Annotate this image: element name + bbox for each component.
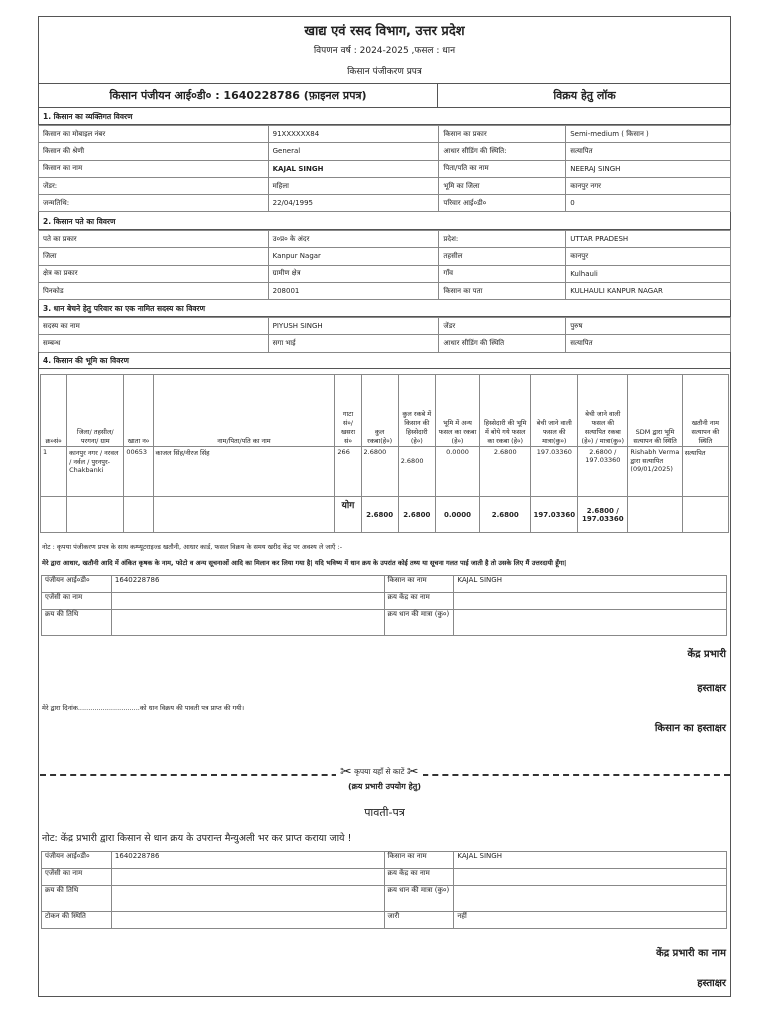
cell: KULHAULI KANPUR NAGAR bbox=[566, 282, 731, 299]
cell: 2.6800 bbox=[361, 497, 398, 533]
table-total-row bbox=[41, 497, 729, 533]
column-header: क्र०सं० bbox=[41, 375, 67, 447]
cell: Kanpur Nagar bbox=[268, 248, 439, 265]
cell: किसान का नाम bbox=[39, 160, 269, 177]
cell bbox=[628, 497, 682, 533]
cell: 0.0000 bbox=[435, 447, 479, 497]
cell: PIYUSH SINGH bbox=[268, 318, 439, 335]
section-3-heading: 3. धान बेचने हेतु परिवार का एक नामित सदस्य का विवरण bbox=[38, 300, 731, 317]
cell bbox=[41, 497, 67, 533]
cell: तहसील bbox=[439, 248, 566, 265]
cell: कानपुर नगर bbox=[566, 177, 731, 194]
table-row bbox=[39, 143, 731, 160]
cell: 1 bbox=[41, 447, 67, 497]
cell: 2.6800 bbox=[398, 497, 435, 533]
table-row bbox=[39, 160, 731, 177]
cell bbox=[111, 912, 384, 929]
cell: पते का प्रकार bbox=[39, 231, 269, 248]
purchase-details-table bbox=[41, 575, 727, 636]
total-label: योग bbox=[335, 497, 361, 533]
registration-id: किसान पंजीयन आई०डी० : 1640228786 (फ़ाइनल प्रपत्र) bbox=[39, 84, 438, 107]
cell: KAJAL SINGH bbox=[268, 160, 439, 177]
signature-label: हस्ताक्षर bbox=[697, 683, 726, 694]
column-header: गाटा सं०/ खसरा सं० bbox=[335, 375, 361, 447]
document-header bbox=[38, 16, 731, 84]
table-row bbox=[39, 318, 731, 335]
cell: जारी bbox=[384, 912, 454, 929]
cell: सत्यापित bbox=[566, 335, 731, 352]
table-row bbox=[42, 610, 727, 636]
cell: Kulhauli bbox=[566, 265, 731, 282]
documents-note: नोट : कृपया पंजीकरण प्रपत्र के साथ कम्प्यूटराइज्ड खतौनी, आधार कार्ड, फसल विक्रय के समय खरीद केंद्र पर अवश्य ले जाएँ :- bbox=[42, 543, 343, 551]
department-title: खाद्य एवं रसद विभाग, उत्तर प्रदेश bbox=[304, 24, 465, 39]
cell bbox=[111, 610, 384, 636]
cell bbox=[111, 886, 384, 912]
cell bbox=[454, 593, 727, 610]
cell: टोकन की स्थिति bbox=[42, 912, 112, 929]
column-header: नाम/पिता/पति का नाम bbox=[153, 375, 335, 447]
cell bbox=[454, 886, 727, 912]
cell: 22/04/1995 bbox=[268, 195, 439, 212]
center-in-charge-name-label: केंद्र प्रभारी का नाम bbox=[656, 948, 726, 959]
cell bbox=[153, 497, 335, 533]
table-row bbox=[42, 912, 727, 929]
table-row bbox=[42, 886, 727, 912]
receipt-title: पावती-पत्र bbox=[364, 806, 405, 819]
table-row bbox=[42, 593, 727, 610]
table-row bbox=[42, 852, 727, 869]
cell: KAJAL SINGH bbox=[454, 576, 727, 593]
cell: 2.6800 bbox=[398, 447, 435, 497]
cell: पंजीयन आई०डी० bbox=[42, 852, 112, 869]
scissors-icon: ✂ bbox=[340, 764, 352, 780]
farmer-signature-label: किसान का हस्ताक्षर bbox=[654, 723, 726, 734]
cell: क्रय की तिथि bbox=[42, 886, 112, 912]
cell bbox=[682, 497, 728, 533]
cell: General bbox=[268, 143, 439, 160]
table-row bbox=[39, 126, 731, 143]
table-header-row bbox=[41, 375, 729, 447]
table-row bbox=[42, 576, 727, 593]
form-name: किसान पंजीकरण प्रपत्र bbox=[347, 67, 422, 77]
land-details-table bbox=[40, 374, 729, 533]
cell: क्रय धान की मात्रा (कु०) bbox=[384, 610, 454, 636]
cell: 2.6800 bbox=[480, 497, 531, 533]
cell: पंजीयन आई०डी० bbox=[42, 576, 112, 593]
cell: 1640228786 bbox=[111, 852, 384, 869]
cell: Semi-medium ( किसान ) bbox=[566, 126, 731, 143]
cell: जन्मतिथि: bbox=[39, 195, 269, 212]
column-header: कुल रकबे में किसान की हिस्सेदारी (हे०) bbox=[398, 375, 435, 447]
cell bbox=[111, 869, 384, 886]
receipt-table bbox=[41, 851, 727, 929]
cell: भूमि का जिला bbox=[439, 177, 566, 194]
address-details-table bbox=[38, 230, 731, 300]
cell: पिता/पति का नाम bbox=[439, 160, 566, 177]
table-row bbox=[42, 869, 727, 886]
cell: Rishabh Verma द्वारा सत्यापित (09/01/2025) bbox=[628, 447, 682, 497]
table-row bbox=[39, 195, 731, 212]
cell bbox=[124, 497, 153, 533]
cell: 0.0000 bbox=[435, 497, 479, 533]
cell: काजल सिंह/नीरज सिंह bbox=[153, 447, 335, 497]
cell: महिला bbox=[268, 177, 439, 194]
column-header: खतौनी नाम सत्यापन की स्थिति bbox=[682, 375, 728, 447]
column-header: जिला/ तहसील/ परगना/ ग्राम bbox=[67, 375, 124, 447]
marketing-year: विपणन वर्ष : 2024-2025 ,फसल : धान bbox=[313, 46, 456, 56]
cell: किसान का प्रकार bbox=[439, 126, 566, 143]
cell: उ०प्र० के अंदर bbox=[268, 231, 439, 248]
table-row bbox=[39, 335, 731, 352]
cell: नहीं bbox=[454, 912, 727, 929]
center-in-charge-label: केंद्र प्रभारी bbox=[687, 649, 726, 660]
cell: 197.03360 bbox=[531, 447, 578, 497]
cell: 0 bbox=[566, 195, 731, 212]
cell: 91XXXXXX84 bbox=[268, 126, 439, 143]
cell bbox=[454, 610, 727, 636]
scissors-icon: ✂ bbox=[406, 764, 419, 780]
table-row bbox=[39, 265, 731, 282]
cell bbox=[111, 593, 384, 610]
in-charge-use-label: (क्रय प्रभारी उपयोग हेतु) bbox=[348, 782, 421, 791]
cell: 197.03360 bbox=[531, 497, 578, 533]
cell: किसान का नाम bbox=[384, 852, 454, 869]
receipt-note: नोट: केंद्र प्रभारी द्वारा किसान से धान क्रय के उपरान्त मैन्युअली भर कर प्राप्त कराया जाये ! bbox=[42, 833, 352, 844]
cut-text: कृपया यहाँ से काटें bbox=[354, 767, 405, 776]
cell: किसान का मोबाइल नंबर bbox=[39, 126, 269, 143]
cell: 1640228786 bbox=[111, 576, 384, 593]
column-header: हिस्सेदारी की भूमि में बोये गये फसल का रकबा (हे०) bbox=[480, 375, 531, 447]
column-header: कुल रकबा(हे०) bbox=[361, 375, 398, 447]
cell: KAJAL SINGH bbox=[454, 852, 727, 869]
cell: सम्बन्ध bbox=[39, 335, 269, 352]
cell: क्रय की तिथि bbox=[42, 610, 112, 636]
column-header: भूमि में अन्य फसल का रकबा (हे०) bbox=[435, 375, 479, 447]
table-row bbox=[39, 177, 731, 194]
cell: आधार सीडिंग की स्थिति bbox=[439, 335, 566, 352]
cell: किसान का पता bbox=[439, 282, 566, 299]
cell: 208001 bbox=[268, 282, 439, 299]
cell: जिला bbox=[39, 248, 269, 265]
table-row bbox=[41, 447, 729, 497]
cell: ग्रामीण क्षेत्र bbox=[268, 265, 439, 282]
table-row bbox=[39, 248, 731, 265]
column-header: खाता न० bbox=[124, 375, 153, 447]
cell: क्रय केंद्र का नाम bbox=[384, 869, 454, 886]
table-row bbox=[39, 231, 731, 248]
receipt-acknowledgement: मेरे द्वारा दिनांक..............................को धान विक्रय की पावती पत्र प्राप्त की गयी। bbox=[42, 704, 245, 712]
cell: क्रय केंद्र का नाम bbox=[384, 593, 454, 610]
cell: सत्यापित bbox=[566, 143, 731, 160]
section-2-heading: 2. किसान पते का विवरण bbox=[38, 213, 731, 230]
cell: 266 bbox=[335, 447, 361, 497]
column-header: SDM द्वारा भूमि सत्यापन की स्थिति bbox=[628, 375, 682, 447]
cell: गाँव bbox=[439, 265, 566, 282]
lock-status: विक्रय हेतु लॉक bbox=[553, 89, 616, 102]
cell: 2.6800 / 197.03360 bbox=[578, 497, 628, 533]
cell: पुरुष bbox=[566, 318, 731, 335]
cell: 2.6800 / 197.03360 bbox=[578, 447, 628, 497]
cut-here-label bbox=[336, 764, 423, 780]
cell: 2.6800 bbox=[361, 447, 398, 497]
nominee-details-table bbox=[38, 317, 731, 353]
cell: एजेंसी का नाम bbox=[42, 593, 112, 610]
cell: क्रय धान की मात्रा (कु०) bbox=[384, 886, 454, 912]
cell: जेंडर: bbox=[39, 177, 269, 194]
cell: कानपुर नगर / नरवल / नर्वल / पुरनपुर-Chakbanki bbox=[67, 447, 124, 497]
cell: किसान की श्रेणी bbox=[39, 143, 269, 160]
section-1-heading: 1. किसान का व्यक्तिगत विवरण bbox=[38, 108, 731, 125]
cell: क्षेत्र का प्रकार bbox=[39, 265, 269, 282]
cell: परिवार आई०डी० bbox=[439, 195, 566, 212]
cell: किसान का नाम bbox=[384, 576, 454, 593]
cell: एजेंसी का नाम bbox=[42, 869, 112, 886]
receipt-signature-label: हस्ताक्षर bbox=[697, 978, 726, 989]
cell: 2.6800 bbox=[480, 447, 531, 497]
cell: सदस्य का नाम bbox=[39, 318, 269, 335]
cell: सत्यापित bbox=[682, 447, 728, 497]
table-row bbox=[39, 282, 731, 299]
cell: प्रदेश: bbox=[439, 231, 566, 248]
column-header: बेची जाने वाली फसल की मात्रा(कु०) bbox=[531, 375, 578, 447]
title-bar bbox=[38, 84, 731, 108]
cell bbox=[67, 497, 124, 533]
cell: जेंडर bbox=[439, 318, 566, 335]
cell: आधार सीडिंग की स्थिति: bbox=[439, 143, 566, 160]
cell: कानपुर bbox=[566, 248, 731, 265]
cell bbox=[454, 869, 727, 886]
cell: NEERAJ SINGH bbox=[566, 160, 731, 177]
cell: UTTAR PRADESH bbox=[566, 231, 731, 248]
declaration-note: मेरे द्वारा आधार, खतौनी आदि में अंकित कृषक के नाम, फोटो व अन्य सूचनाओं आदि का मिलान कर लिया गया है| यदि भविष्य में धान क्रय के उपरांत कोई तथ्य या सूचना गलत पाई जाती है तो उसके लिए मैं उत्तरदायी हूँगा| bbox=[42, 559, 567, 567]
cell: 00653 bbox=[124, 447, 153, 497]
cell: पिनकोड bbox=[39, 282, 269, 299]
personal-details-table bbox=[38, 125, 731, 212]
section-4-heading: 4. किसान की भूमि का विवरण bbox=[38, 352, 731, 369]
column-header: बेची जाने वाली फसल की सत्यापित रकबा (हे०) / मात्रा(कु०) bbox=[578, 375, 628, 447]
cell: सगा भाई bbox=[268, 335, 439, 352]
